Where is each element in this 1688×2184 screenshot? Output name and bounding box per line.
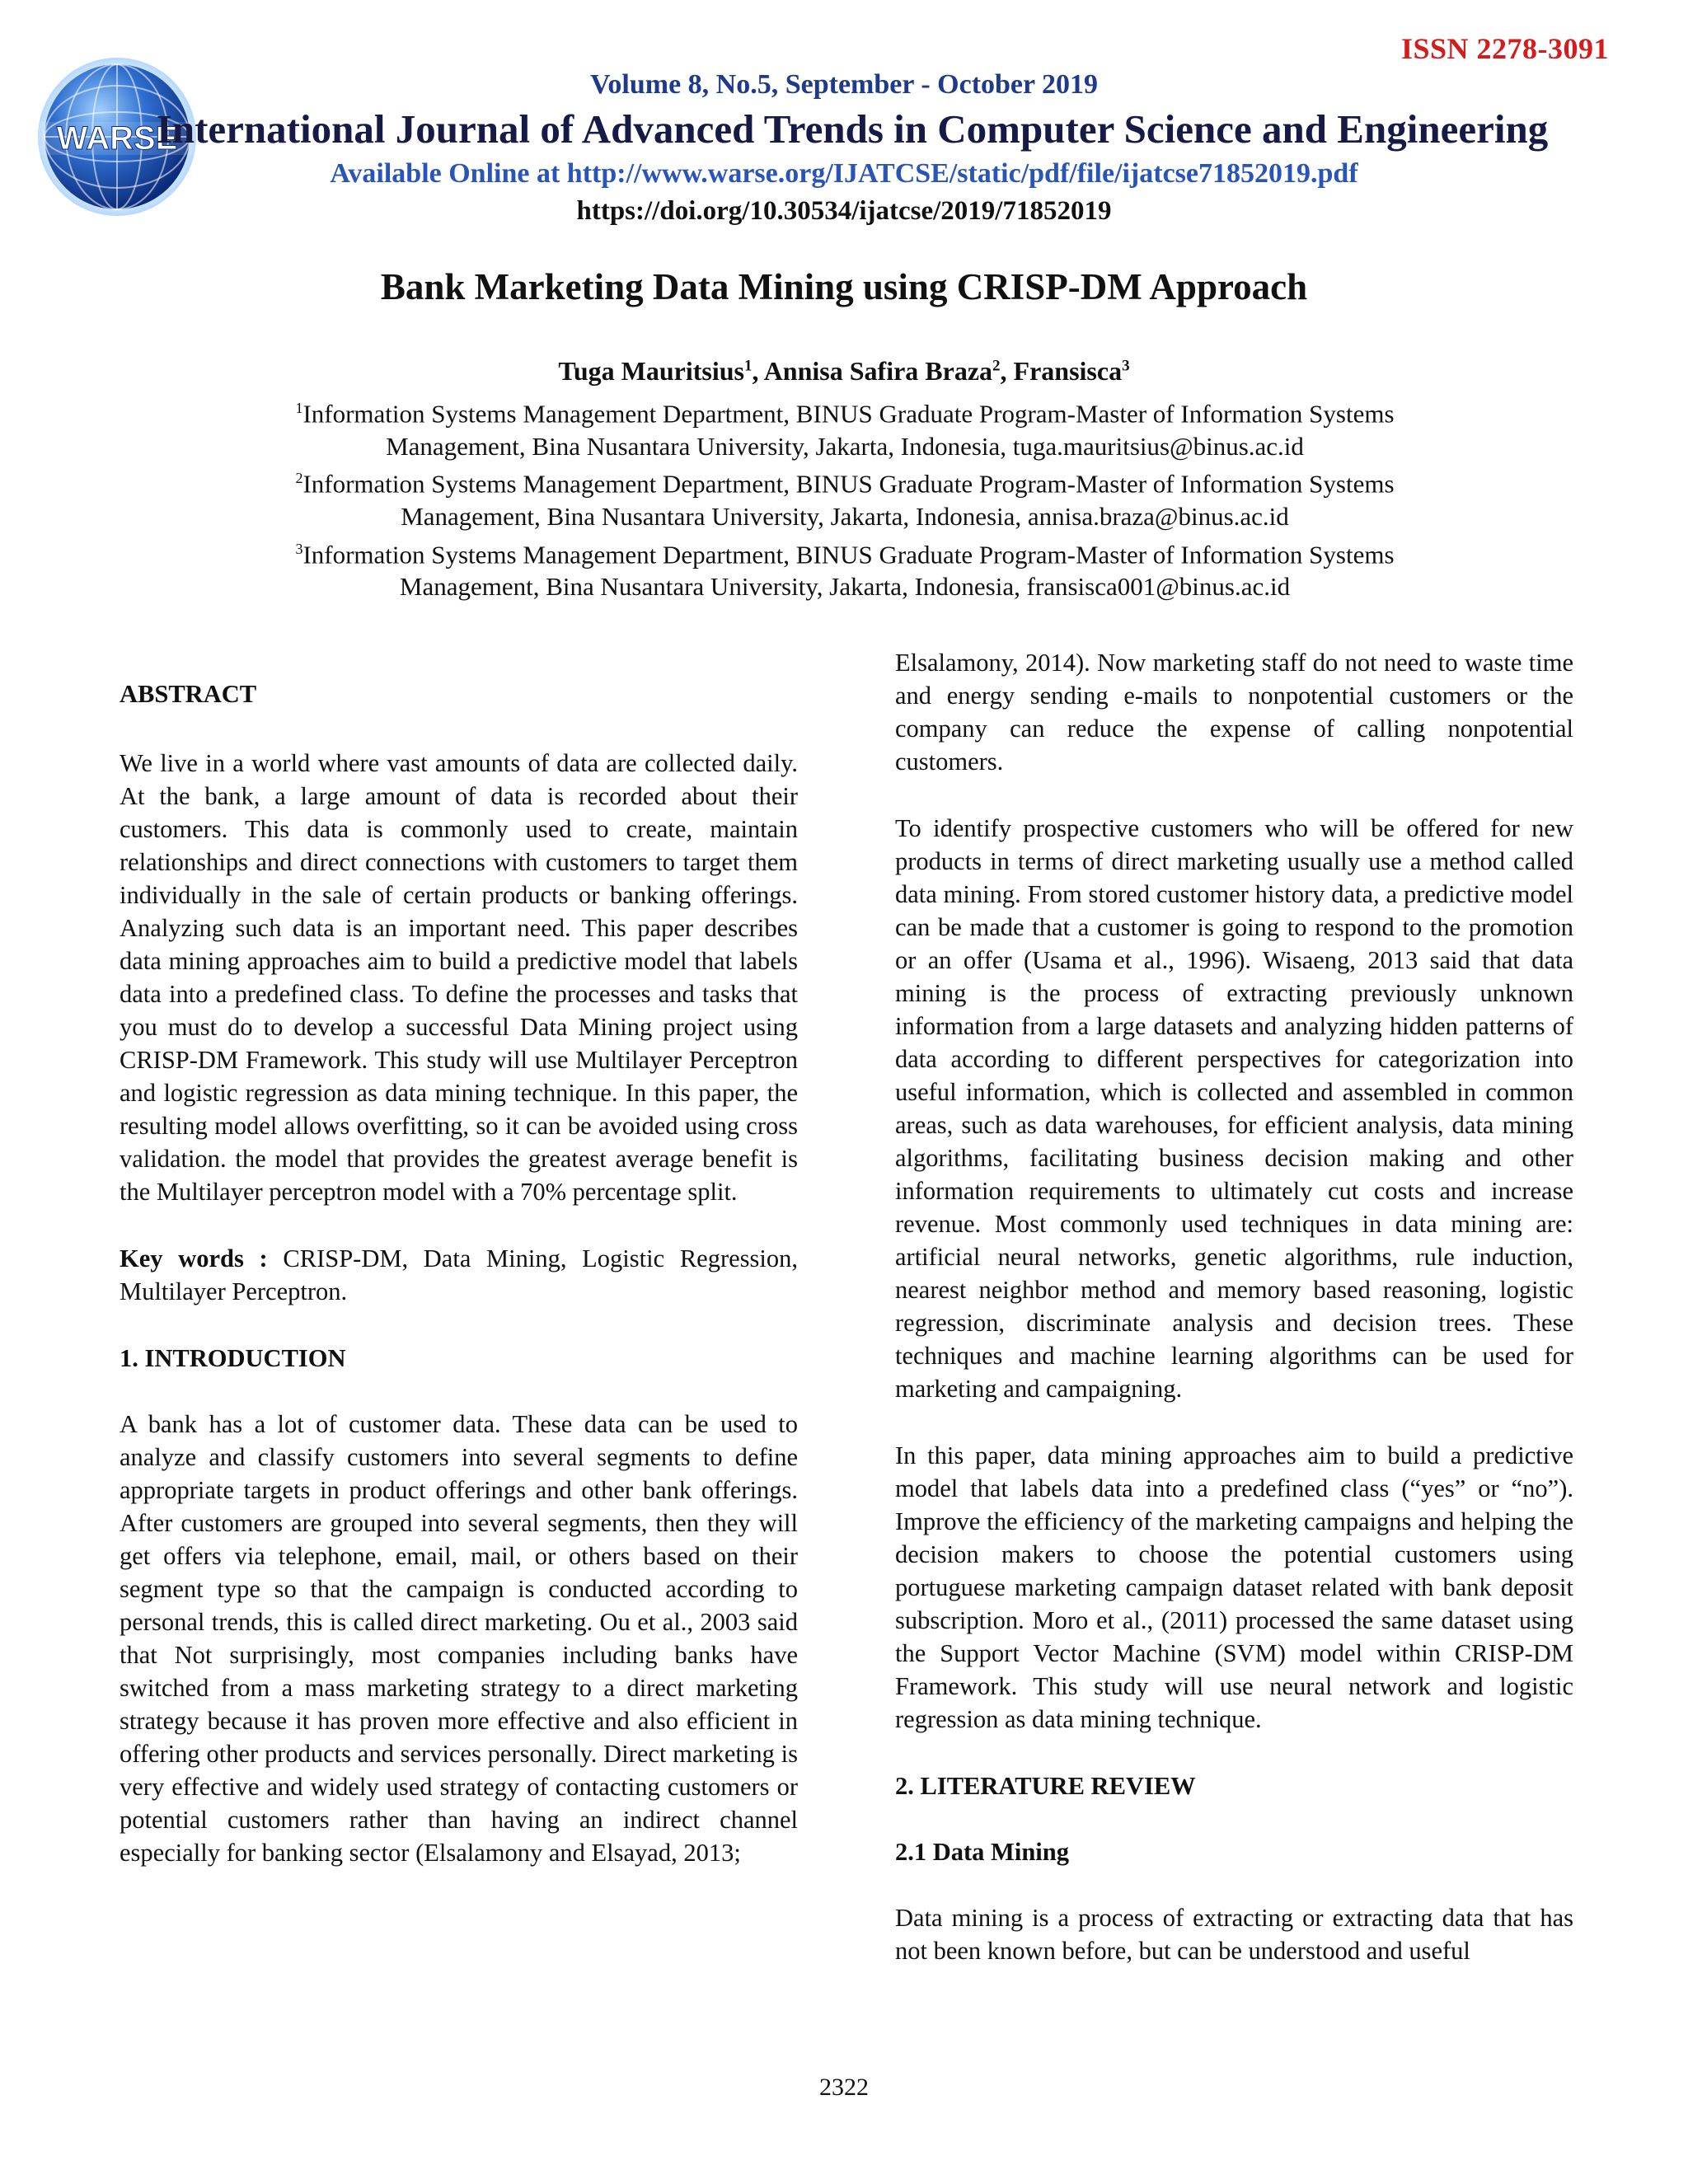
affiliation-item [148, 462, 1541, 532]
keywords-label: Key words : [120, 1244, 284, 1272]
author-name: Tuga Mauritsius [558, 356, 744, 386]
doi-link[interactable]: https://doi.org/10.30534/ijatcse/2019/71852019 [576, 196, 1112, 226]
body-paragraph: To identify prospective customers who will be offered for new products in terms of direct marketing usually use a method called data mining. From stored customer history data, a predictive model can be made that a customer is going to respond to the promotion or an offer (Usama et al., 1996). Wisaeng, 2013 said that data mining is the process of extracting previously unknown information from a large datasets and analyzing hidden patterns of data according to different perspectives for categorization into useful information, which is collected and assembled in common areas, such as data warehouses, for efficient analysis, data mining algorithms, facilitating business decision making and other information requirements to ultimately cut costs and increase revenue. Most commonly used techniques in data mining are: artificial neural networks, genetic algorithms, rule induction, nearest neighbor method and memory based reasoning, logistic regression, discriminate analysis and decision trees. These techniques and machine learning algorithms can be used for marketing and campaigning. [895, 814, 1573, 1403]
body-paragraph: In this paper, data mining approaches aim to build a predictive model that labels data into a predefined class (“yes” or “no”). Improve the efficiency of the marketing campaigns and helping the decision makers to choose the potential customers using portuguese marketing campaign dataset related with bank deposit subscription. Moro et al., (2011) processed the same dataset using the Support Vector Machine (SVM) model within CRISP-DM Framework. This study will use neural network and logistic regression as data mining technique. [895, 1441, 1573, 1733]
literature-review-heading: 2. LITERATURE REVIEW [895, 1772, 1196, 1800]
abstract-text: We live in a world where vast amounts of data are collected daily. At the bank, a large amount of data is recorded about their customers. This data is commonly used to create, maintain relationships and direct connections with customers to target them individually in the sale of certain products or banking offerings. Analyzing such data is an important need. This paper describes data mining approaches aim to build a predictive model that labels data into a predefined class. To define the processes and tasks that you must do to develop a successful Data Mining project using CRISP-DM Framework. This study will use Multilayer Perceptron and logistic regression as data mining technique. In this paper, the resulting model allows overfitting, so it can be avoided using cross validation. the model that provides the greatest average benefit is the Multilayer perceptron model with a 70% percentage split. [120, 749, 798, 1206]
keywords-text: CRISP-DM, Data Mining, Logistic Regression, Multilayer Perceptron. [120, 1244, 798, 1305]
affiliation-sup: 1 [295, 400, 303, 416]
abstract-heading: ABSTRACT [120, 680, 257, 708]
logo-text: WARSE [56, 120, 178, 157]
body-paragraph: Data mining is a process of extracting or extracting data that has not been known before, but can be understood and useful [895, 1904, 1573, 1965]
affiliation-item [148, 533, 1541, 603]
affiliation-list [148, 392, 1541, 603]
journal-header [0, 66, 1688, 229]
left-column [120, 677, 798, 1903]
affiliation-item [148, 392, 1541, 462]
online-link[interactable]: Available Online at http://www.warse.org/IJATCSE/static/pdf/file/ijatcse71852019.pdf [330, 158, 1358, 189]
author-separator: , [752, 356, 764, 386]
affiliation-line: Information Systems Management Department, BINUS Graduate Program-Master of Information Systems [302, 539, 1395, 569]
author-name: Annisa Safira Braza [763, 356, 993, 386]
author-sup: 3 [1122, 357, 1130, 375]
author-name: Fransisca [1013, 356, 1123, 386]
volume-info: Volume 8, No.5, September - October 2019 [589, 69, 1099, 100]
introduction-heading: 1. INTRODUCTION [120, 1344, 346, 1372]
affiliation-line: Management, Bina Nusantara University, Jakarta, Indonesia, fransisca001@binus.ac.id [399, 572, 1291, 602]
affiliation-line: Management, Bina Nusantara University, Jakarta, Indonesia, tuga.mauritsius@binus.ac.id [386, 431, 1304, 461]
page-number: 2322 [819, 2074, 869, 2101]
affiliation-line: Information Systems Management Department, BINUS Graduate Program-Master of Information Systems [302, 399, 1395, 429]
journal-title: International Journal of Advanced Trends in Computer Science and Engineering [156, 106, 1549, 152]
affiliation-sup: 3 [295, 540, 303, 557]
affiliation-sup: 2 [295, 470, 303, 487]
right-column [895, 646, 1573, 2001]
keywords-paragraph [120, 1242, 798, 1308]
author-sup: 2 [992, 357, 1001, 375]
issn-label: ISSN 2278-3091 [1400, 32, 1609, 65]
author-list [0, 356, 1688, 387]
introduction-text: A bank has a lot of customer data. These data can be used to analyze and classify customers into several segments to define appropriate targets in product offerings and other bank offerings. After customers are grouped into several segments, then they will get offers via telephone, email, mail, or others based on their segment type so that the campaign is conducted according to personal trends, this is called direct marketing. Ou et al., 2003 said that Not surprisingly, most companies including banks have switched from a mass marketing strategy to a direct marketing strategy because it has proven more effective and also efficient in offering other products and services personally. Direct marketing is very effective and widely used strategy of contacting customers or potential customers rather than having an indirect channel especially for banking sector (Elsalamony and Elsayad, 2013; [120, 1410, 798, 1867]
affiliation-line: Information Systems Management Department, BINUS Graduate Program-Master of Information Systems [302, 469, 1395, 499]
data-mining-heading: 2.1 Data Mining [895, 1838, 1069, 1866]
affiliation-line: Management, Bina Nusantara University, Jakarta, Indonesia, annisa.braza@binus.ac.id [401, 502, 1289, 532]
author-sup: 1 [743, 357, 753, 375]
body-paragraph: Elsalamony, 2014). Now marketing staff do not need to waste time and energy sending e-mails to nonpotential customers or the company can reduce the expense of calling nonpotential customers. [895, 649, 1573, 776]
paper-title: Bank Marketing Data Mining using CRISP-DM Approach [380, 266, 1308, 307]
author-separator: , [1000, 356, 1014, 386]
